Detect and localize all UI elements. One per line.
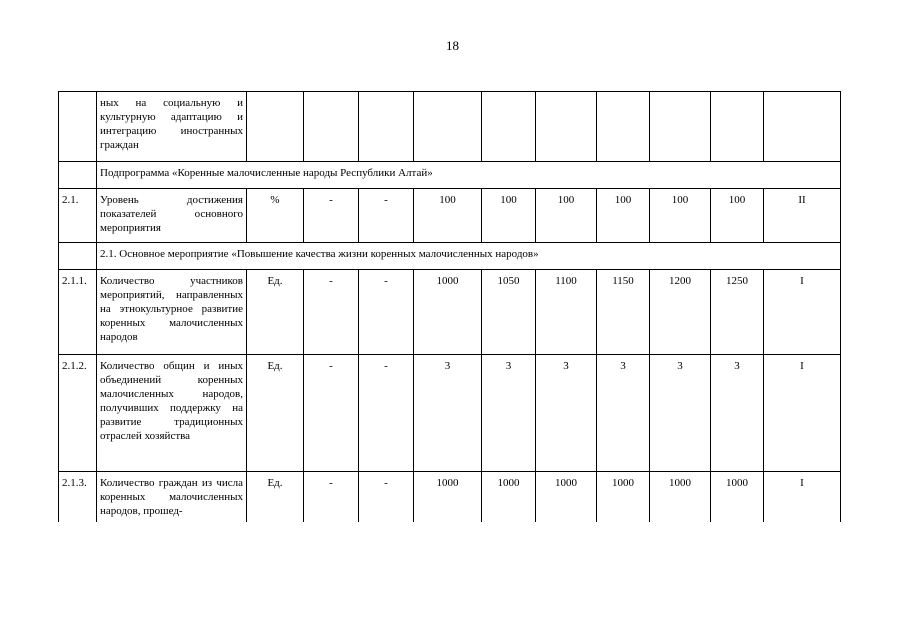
value-cell (359, 92, 414, 162)
value-cell: 100 (536, 189, 597, 243)
value-cell: 3 (597, 355, 650, 472)
section-row (59, 243, 841, 270)
value-cell: - (304, 270, 359, 355)
row-number-cell (59, 243, 97, 270)
value-cell: 100 (414, 189, 482, 243)
row-number-cell (59, 92, 97, 162)
value-cell: 3 (650, 355, 711, 472)
value-cell: 100 (650, 189, 711, 243)
value-cell: 1150 (597, 270, 650, 355)
row-number-cell: 2.1. (59, 189, 97, 243)
indicator-description: ных на социальную и культурную адаптацию и интеграцию иностранных граждан (97, 92, 247, 162)
section-row (59, 162, 841, 189)
indicator-type-cell (764, 92, 841, 162)
value-cell: 1000 (597, 472, 650, 522)
value-cell: 100 (711, 189, 764, 243)
row-number-cell (59, 162, 97, 189)
value-cell: 100 (482, 189, 536, 243)
value-cell: 1250 (711, 270, 764, 355)
value-cell: 3 (711, 355, 764, 472)
value-cell: - (359, 270, 414, 355)
table-row (59, 189, 841, 243)
table-row (59, 472, 841, 522)
value-cell (536, 92, 597, 162)
indicator-type-cell: I (764, 270, 841, 355)
value-cell: 3 (414, 355, 482, 472)
value-cell (304, 92, 359, 162)
value-cell: - (304, 355, 359, 472)
value-cell (650, 92, 711, 162)
value-cell: - (304, 472, 359, 522)
indicator-description: Уровень достижения показателей основного мероприятия (97, 189, 247, 243)
value-cell: - (304, 189, 359, 243)
page-number: 18 (446, 38, 459, 53)
table-row (59, 355, 841, 472)
indicator-description: Количество общин и иных объединений коренных малочисленных народов, получивших поддержку на развитие традиционных отраслей хозяйства (97, 355, 247, 472)
indicator-type-cell: I (764, 472, 841, 522)
value-cell: 1200 (650, 270, 711, 355)
section-title: Подпрограмма «Коренные малочисленные народы Республики Алтай» (97, 162, 841, 189)
value-cell: - (359, 472, 414, 522)
value-cell: 3 (536, 355, 597, 472)
indicators-table (58, 91, 841, 522)
indicator-description: Количество участников мероприятий, направленных на этнокультурное развитие коренных малочисленных народов (97, 270, 247, 355)
unit-cell (247, 92, 304, 162)
row-number-cell: 2.1.2. (59, 355, 97, 472)
row-number-cell: 2.1.3. (59, 472, 97, 522)
value-cell: 1000 (414, 472, 482, 522)
value-cell: 1050 (482, 270, 536, 355)
value-cell: 1000 (536, 472, 597, 522)
unit-cell: Ед. (247, 355, 304, 472)
section-title: 2.1. Основное мероприятие «Повышение качества жизни коренных малочисленных народов» (97, 243, 841, 270)
table-row (59, 270, 841, 355)
value-cell: - (359, 355, 414, 472)
unit-cell: % (247, 189, 304, 243)
value-cell: 3 (482, 355, 536, 472)
indicator-type-cell: II (764, 189, 841, 243)
row-number-cell: 2.1.1. (59, 270, 97, 355)
value-cell (597, 92, 650, 162)
value-cell: 1100 (536, 270, 597, 355)
unit-cell: Ед. (247, 472, 304, 522)
unit-cell: Ед. (247, 270, 304, 355)
value-cell: - (359, 189, 414, 243)
value-cell (482, 92, 536, 162)
value-cell (711, 92, 764, 162)
value-cell: 100 (597, 189, 650, 243)
value-cell: 1000 (711, 472, 764, 522)
table-row (59, 92, 841, 162)
value-cell (414, 92, 482, 162)
indicator-description: Количество граждан из числа коренных малочисленных народов, прошед- (97, 472, 247, 522)
table-body (59, 92, 841, 522)
value-cell: 1000 (650, 472, 711, 522)
indicator-type-cell: I (764, 355, 841, 472)
value-cell: 1000 (482, 472, 536, 522)
value-cell: 1000 (414, 270, 482, 355)
